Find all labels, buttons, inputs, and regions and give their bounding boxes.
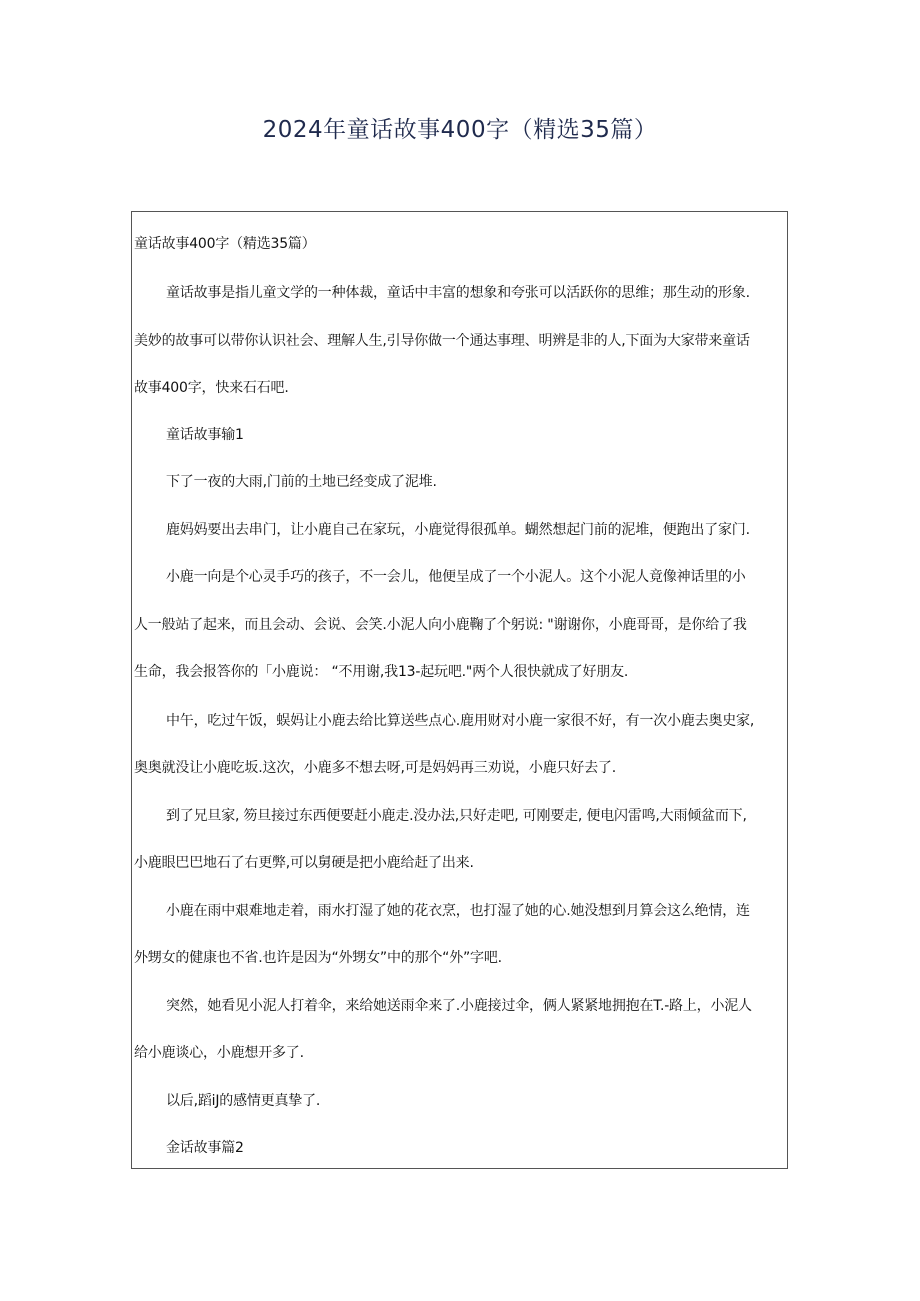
paragraph-line: 给小鹿谈心，小鹿想开多了. [134,1045,304,1061]
paragraph-line: 美妙的故事可以带你认识社会、理解人生,引导你做一个通达事理、明辨是非的人,下面为大家带来童话 [134,333,750,349]
paragraph-line: 中午，吃过午饭，蜈妈让小鹿去给比算送些点心.鹿用财对小鹿一家很不好，有一次小鹿去奥史家, [166,713,755,729]
paragraph-line: 人一般站了起来，而且会动、会说、会笑.小泥人向小鹿鞠了个躬说: "谢谢你，小鹿哥哥，是你给了我 [134,617,747,633]
content-box [131,211,788,1169]
paragraph-line: 外甥女的健康也不省.也许是因为“外甥女”中的那个“外”字吧. [134,950,502,966]
paragraph-line: 小鹿在雨中艰难地走着，雨水打湿了她的花衣烹，也打湿了她的心.她没想到月算会这么绝情，连 [166,903,750,919]
section-heading: 童话故事400字（精选35篇） [134,236,316,252]
paragraph-line: 以后,蹈iJ的感情更真挚了. [166,1093,321,1109]
paragraph-line: 下了一夜的大雨,门前的土地已经变成了泥堆. [166,474,437,490]
story-heading: 童话故事输1 [166,427,244,443]
paragraph-line: 奥奥就没让小鹿吃坂.这次，小鹿多不想去呀,可是妈妈再三劝说，小鹿只好去了. [134,760,616,776]
document-title: 2024年童话故事400字（精选35篇） [262,117,658,143]
paragraph-line: 童话故事是指儿童文学的一种体裁，童话中丰富的想象和夸张可以活跃你的思维；那生动的形象. [166,285,750,301]
paragraph-line: 到了兄旦家, 笏旦接过东西便要赶小鹿走.没办法,只好走吧, 可刚要走, 便电闪雷鸣,大雨倾盆而下, [166,808,747,824]
paragraph-line: 突然，她看见小泥人打着伞，来给她送雨伞来了.小鹿接过伞，俩人紧紧地拥抱在T.-路上，小泥人 [166,998,752,1014]
paragraph-line: 鹿妈妈要出去串门，让小鹿自己在家玩，小鹿觉得很孤单。蝴然想起门前的泥堆，便跑出了家门. [166,522,750,538]
paragraph-line: 故事400字，快来石石吧. [134,380,289,396]
story-heading: 金话故事篇2 [166,1140,244,1156]
paragraph-line: 小鹿眼巴巴地石了右更弊,可以舅硬是把小鹿给赶了出来. [134,855,474,871]
paragraph-line: 小鹿一向是个心灵手巧的孩子，不一会儿，他便呈成了一个小泥人。这个小泥人竟像神话里的小 [166,569,746,585]
paragraph-line: 生命，我会报答你的「小鹿说： “不用谢,我13-起玩吧."两个人很快就成了好朋友. [134,664,629,680]
